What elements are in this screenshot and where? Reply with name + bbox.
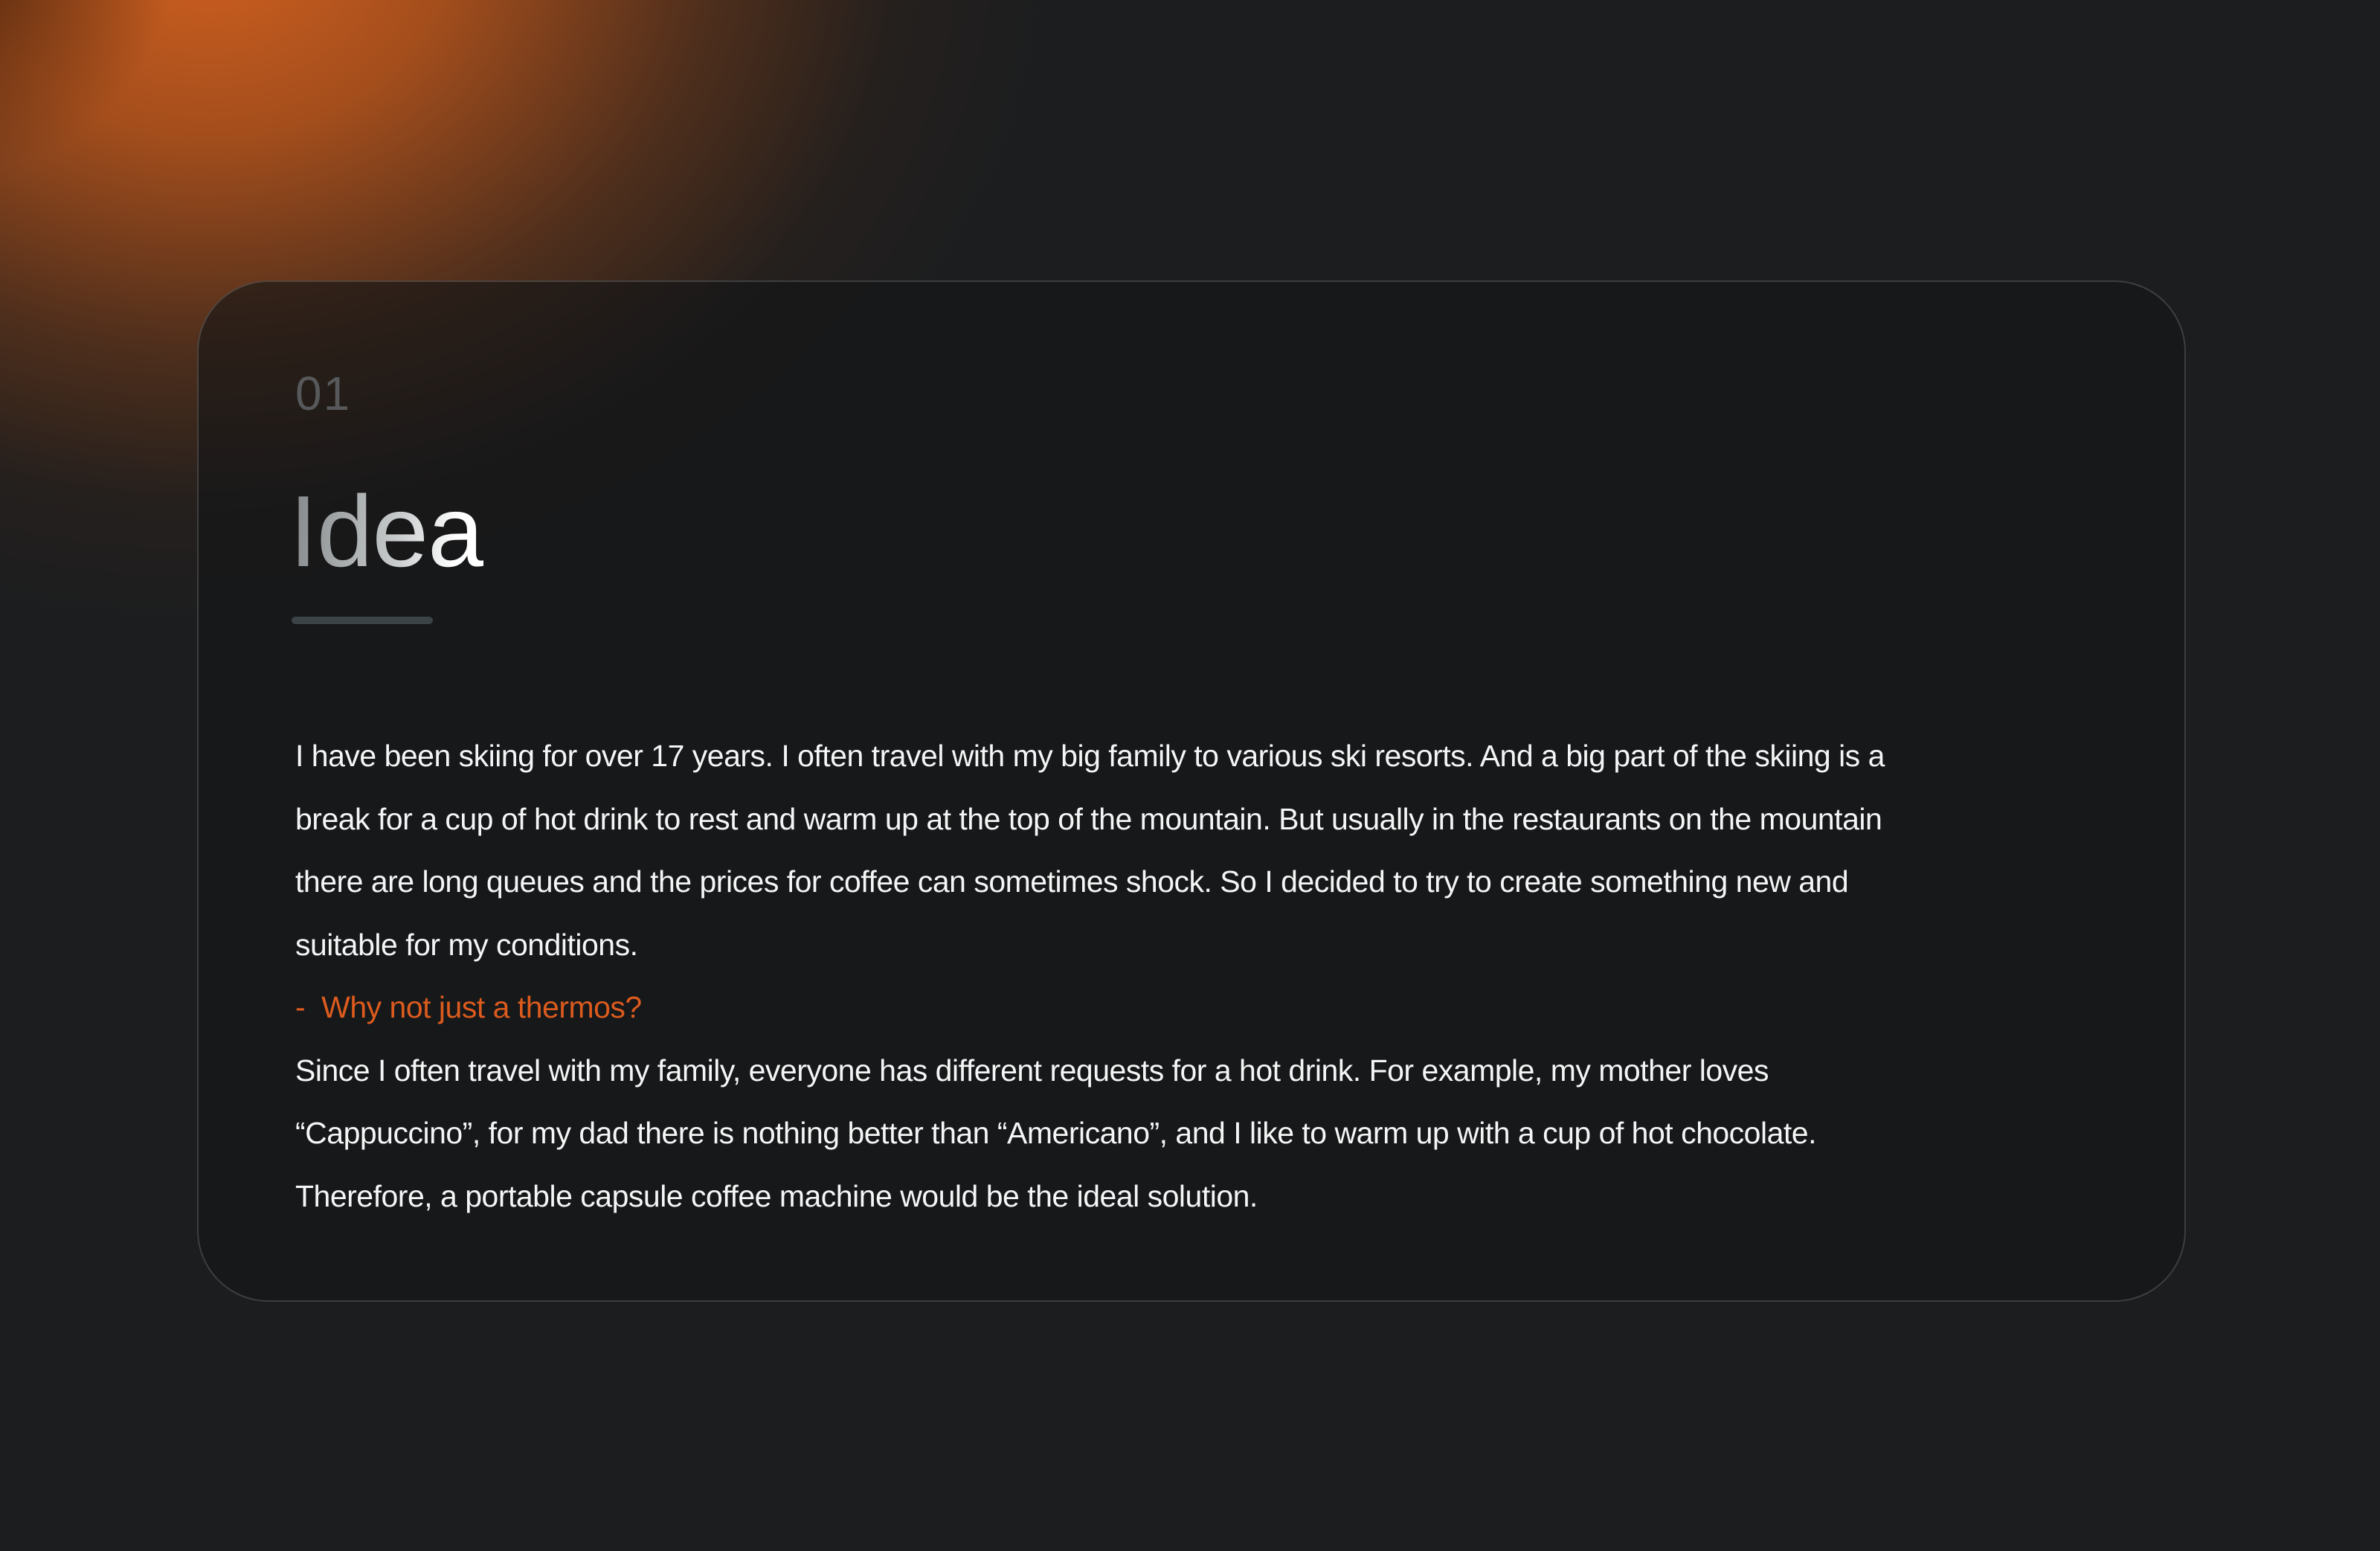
section-title: Idea: [289, 475, 483, 588]
body-line: suitable for my conditions.: [295, 927, 638, 962]
body-line: Therefore, a portable capsule coffee machine would be the ideal solution.: [295, 1178, 1258, 1213]
body-line: break for a cup of hot drink to rest and warm up at the top of the mountain. But usually in the restaurants on the mountain: [295, 801, 1882, 836]
body-line: I have been skiing for over 17 years. I often travel with my big family to various ski resorts. And a big part of the skiing is a: [295, 739, 1885, 773]
section-number: 01: [295, 367, 352, 420]
body-line: there are long queues and the prices for coffee can sometimes shock. So I decided to try to create something new and: [295, 864, 1849, 899]
question-text: Why not just a thermos?: [321, 990, 642, 1024]
content-card: [197, 280, 2186, 1302]
body-line: Since I often travel with my family, everyone has different requests for a hot drink. For example, my mother loves: [295, 1053, 1769, 1088]
body-text: [295, 725, 1885, 1227]
question-line: [295, 976, 1885, 1039]
question-dash: -: [295, 990, 306, 1024]
title-divider: [292, 617, 433, 624]
body-line: “Cappuccino”, for my dad there is nothing better than “Americano”, and I like to warm up with a cup of hot chocolate.: [295, 1116, 1816, 1150]
